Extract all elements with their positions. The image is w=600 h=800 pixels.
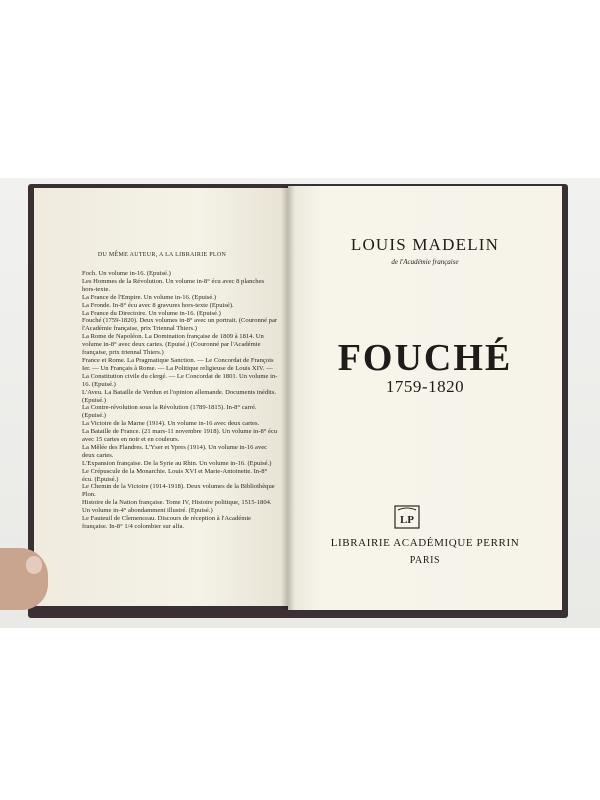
author-name: LOUIS MADELIN [350,235,500,254]
book-years: 1759-1820 [385,377,465,396]
bibliography-entry: Fouché (1759-1820). Deux volumes in-8° avec un portrait. (Couronné par l'Académie française, prix Triennal Thiers.) [82,317,278,333]
bibliography-entry: La Bataille de France. (21 mars-11 novembre 1918). Un volume in-8° écu avec 15 cartes en noir et en couleurs. [82,428,278,444]
bibliography-list [82,270,278,531]
bibliography-entry: La Fronde. In-8° écu avec 8 gravures hors-texte (Epuisé). [82,301,234,309]
bibliography-entry: L'Expansion française. De la Syrie au Rhin. Un volume in-16. (Epuisé.) [82,459,272,467]
hand-thumb [0,548,48,610]
bibliography-entry: L'Aveu. La Bataille de Verdun et l'opinion allemande. Documents inédits. (Epuisé.) [82,388,277,404]
bibliography-entry: Le Crépuscule de la Monarchie. Louis XVI et Marie-Antoinette. In-8° écu. (Epuisé.) [82,467,268,483]
publisher-logo-letters: LP [399,514,415,526]
book-title: FOUCHÉ [337,337,513,379]
bibliography-entry: Le Chemin de la Victoire (1914-1918). Deux volumes de la Bibliothèque Plon. [82,483,275,499]
bibliography-entry: Le Fauteuil de Clemenceau. Discours de réception à l'Académie française. In-8° 1/4 colombier sur alfa. [82,515,252,530]
publisher-logo-icon [394,505,420,529]
thumb-nail [26,556,42,574]
bibliography-entry: La France de l'Empire. Un volume in-16. (Epuisé.) [82,293,217,301]
author-affiliation: de l'Académie française [391,258,459,266]
left-page-heading: DU MÊME AUTEUR, A LA LIBRAIRIE PLON [97,252,227,258]
bibliography-entry: La Rome de Napoléon. La Domination française de 1809 à 1814. Un volume in-8° avec deux cartes. (Epuisé.) (Couronné par l'Académie française, prix triennal Thiers.) [82,333,264,357]
bibliography-entry: La France du Directoire. Un volume in-16. (Epuisé.) [82,309,221,317]
bibliography-entry: Foch. Un volume in-16. (Epuisé.) [82,270,171,277]
bibliography-entry: France et Rome. La Pragmatique Sanction. — Le Concordat de François Ier. — Un Français à Rome. — La Politique religieuse de Louis XIV. — La Constitution civile du clergé. — Le Concordat de 1801. Un volume in-16. (Epuisé.) [82,356,278,388]
bibliography-entry: La Contre-révolution sous la Révolution (1789-1815). In-8° carré. (Epuisé.) [82,404,257,420]
bibliography-entry: Les Hommes de la Révolution. Un volume in-8° écu avec 8 planches hors-texte. [82,277,265,293]
publisher-name: LIBRAIRIE ACADÉMIQUE PERRIN [330,537,520,549]
publisher-city: PARIS [409,555,441,566]
bibliography-entry: La Mêlée des Flandres. L'Yser et Ypres (1914). Un volume in-16 avec deux cartes. [82,443,268,459]
bibliography-entry: La Victoire de la Marne (1914). Un volume in-16 avec deux cartes. [82,420,260,428]
bibliography-entry: Histoire de la Nation française. Tome IV, Histoire politique, 1515-1804. Un volume in-4° abondamment illustré. (Epuisé.) [82,499,272,515]
